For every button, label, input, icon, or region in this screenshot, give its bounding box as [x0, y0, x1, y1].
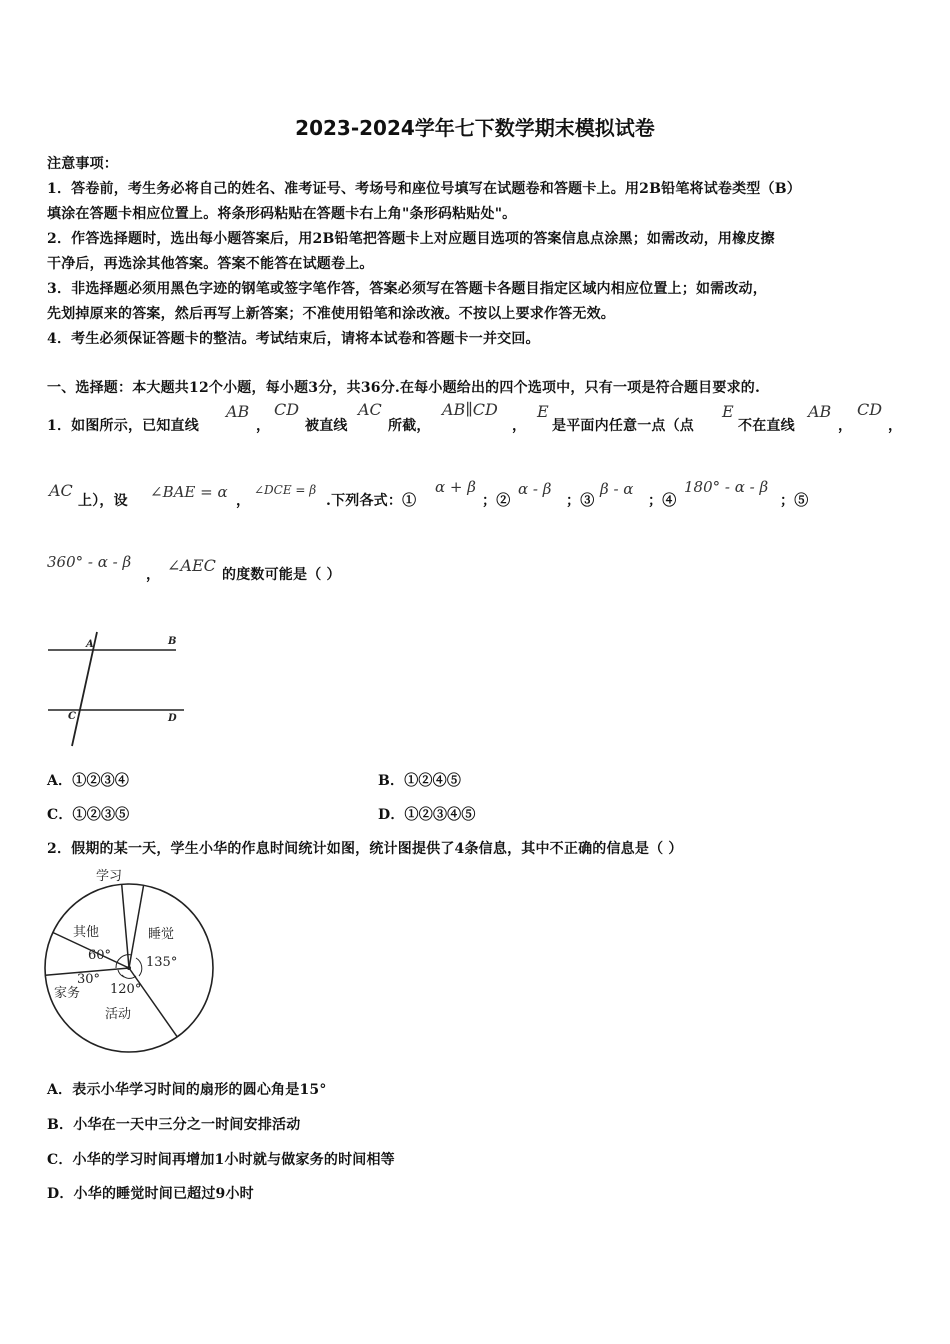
- q1-option-d: [378, 804, 476, 824]
- q1-text-5: 不在直线: [738, 418, 795, 434]
- q1-option-b-text: ①②④⑤: [404, 773, 462, 789]
- q1-math-aec: ∠AEC: [167, 556, 216, 575]
- q1-comma-3: ，: [838, 418, 853, 434]
- notice-line-7: 4．考生必须保证答题卡的整洁。考试结束后，请将本试卷和答题卡一并交回。: [47, 331, 540, 347]
- q1-option-b: [378, 770, 461, 790]
- pie-label-other: 其他: [73, 925, 100, 940]
- pie-label-120: 120°: [110, 982, 142, 997]
- q1-option-a-label: A．: [47, 773, 73, 789]
- notice-heading: 注意事项：: [47, 156, 118, 172]
- q2-pie-chart: [40, 862, 220, 1054]
- q1-text-10: ；④: [648, 493, 677, 509]
- pie-slice-boundary-2: [129, 885, 144, 968]
- fig-label-c: C: [68, 711, 76, 722]
- q1-expr-3: β - α: [600, 480, 634, 498]
- q1-math-ab-2: AB: [808, 402, 832, 421]
- q1-option-c-label: C．: [47, 807, 73, 823]
- notice-line-5: 3．非选择题必须用黑色字迹的钢笔或签字笔作答，答案必须写在答题卡各题目指定区域内相应位置上；如需改动，: [47, 281, 767, 297]
- q1-math-ac-2: AC: [49, 481, 73, 500]
- q1-math-cd-2: CD: [857, 400, 883, 419]
- q1-text-11: ；⑤: [780, 493, 809, 509]
- q1-comma-4: ，: [888, 418, 903, 434]
- q1-option-d-label: D．: [378, 807, 405, 823]
- fig-label-b: B: [168, 636, 177, 647]
- q1-math-ab: AB: [226, 402, 250, 421]
- pie-slice-boundary-3: [129, 968, 177, 1037]
- q2-option-c: C．小华的学习时间再增加1小时就与做家务的时间相等: [47, 1152, 395, 1168]
- q1-option-d-text: ①②③④⑤: [404, 807, 476, 823]
- q1-math-cd: CD: [274, 400, 300, 419]
- q1-parallel-lines-figure: [44, 628, 194, 750]
- q1-math-e-2: E: [722, 402, 734, 421]
- pie-label-chores: 家务: [54, 986, 81, 1001]
- q1-comma-2: ，: [512, 418, 527, 434]
- q1-text-7: .下列各式：①: [326, 493, 417, 509]
- q1-expr-1: α + β: [435, 478, 476, 496]
- q1-expr-4: 180° - α - β: [684, 478, 769, 496]
- q1-math-ac: AC: [358, 400, 382, 419]
- pie-label-135: 135°: [146, 955, 178, 970]
- fig-label-d: D: [168, 713, 177, 724]
- angle-arc-135: [136, 958, 142, 976]
- notice-line-4: 干净后，再选涂其他答案。答案不能答在试题卷上。: [47, 256, 374, 272]
- q2-option-d: D．小华的睡觉时间已超过9小时: [47, 1186, 254, 1202]
- pie-label-30: 30°: [77, 972, 101, 987]
- q1-text-6: 上），设: [78, 493, 128, 509]
- q1-option-a: [47, 770, 129, 790]
- q1-option-c: [47, 804, 129, 824]
- pie-label-sleep: 睡觉: [148, 927, 175, 942]
- pie-label-study: 学习: [96, 869, 123, 884]
- q1-math-parallel: AB∥CD: [442, 400, 498, 419]
- pie-center: [127, 966, 131, 970]
- notice-line-2: 填涂在答题卡相应位置上。将条形码粘贴在答题卡右上角"条形码粘贴处"。: [47, 206, 517, 222]
- q2-stem: 2．假期的某一天，学生小华的作息时间统计如图，统计图提供了4条信息，其中不正确的信息是（ ）: [47, 841, 683, 857]
- notice-line-6: 先划掉原来的答案，然后再写上新答案；不准使用铅笔和涂改液。不按以上要求作答无效。: [47, 306, 615, 322]
- q1-text-2: 被直线: [305, 418, 348, 434]
- q1-option-a-text: ①②③④: [72, 773, 130, 789]
- notice-line-3: 2．作答选择题时，选出每小题答案后，用2B铅笔把答题卡上对应题目选项的答案信息点涂黑；如需改动，用橡皮擦: [47, 231, 775, 247]
- q2-option-b: B．小华在一天中三分之一时间安排活动: [47, 1117, 301, 1133]
- q1-math-e: E: [537, 402, 549, 421]
- q1-option-c-text: ①②③⑤: [72, 807, 130, 823]
- fig-label-a: A: [86, 639, 94, 650]
- q1-option-b-label: B．: [378, 773, 405, 789]
- q1-text-1: 1．如图所示，已知直线: [47, 418, 199, 434]
- q1-math-bae: ∠BAE = α: [150, 483, 228, 501]
- q1-text-8: ；②: [482, 493, 511, 509]
- section-heading: 一、选择题：本大题共12个小题，每小题3分，共36分.在每小题给出的四个选项中，只有一项是符合题目要求的.: [47, 380, 761, 396]
- notice-line-1: 1．答卷前，考生务必将自己的姓名、准考证号、考场号和座位号填写在试题卷和答题卡上。用2B铅笔将试卷类型（B）: [47, 181, 801, 197]
- q1-text-4: 是平面内任意一点（点: [552, 418, 694, 434]
- q1-expr-5: 360° - α - β: [47, 553, 132, 571]
- q1-text-12: 的度数可能是（ ）: [222, 567, 341, 583]
- pie-label-activity: 活动: [105, 1007, 132, 1022]
- q1-comma: ，: [256, 418, 271, 434]
- pie-label-60: 60°: [88, 948, 112, 963]
- q1-math-dce: ∠DCE = β: [254, 483, 317, 497]
- q1-comma-6: ，: [146, 567, 161, 583]
- q1-comma-5: ，: [236, 493, 251, 509]
- q1-text-9: ；③: [566, 493, 595, 509]
- q2-option-a: A．表示小华学习时间的扇形的圆心角是15°: [47, 1082, 327, 1098]
- page-title: 2023-2024学年七下数学期末模拟试卷: [295, 116, 655, 140]
- q1-expr-2: α - β: [518, 480, 552, 498]
- q1-text-3: 所截，: [388, 418, 431, 434]
